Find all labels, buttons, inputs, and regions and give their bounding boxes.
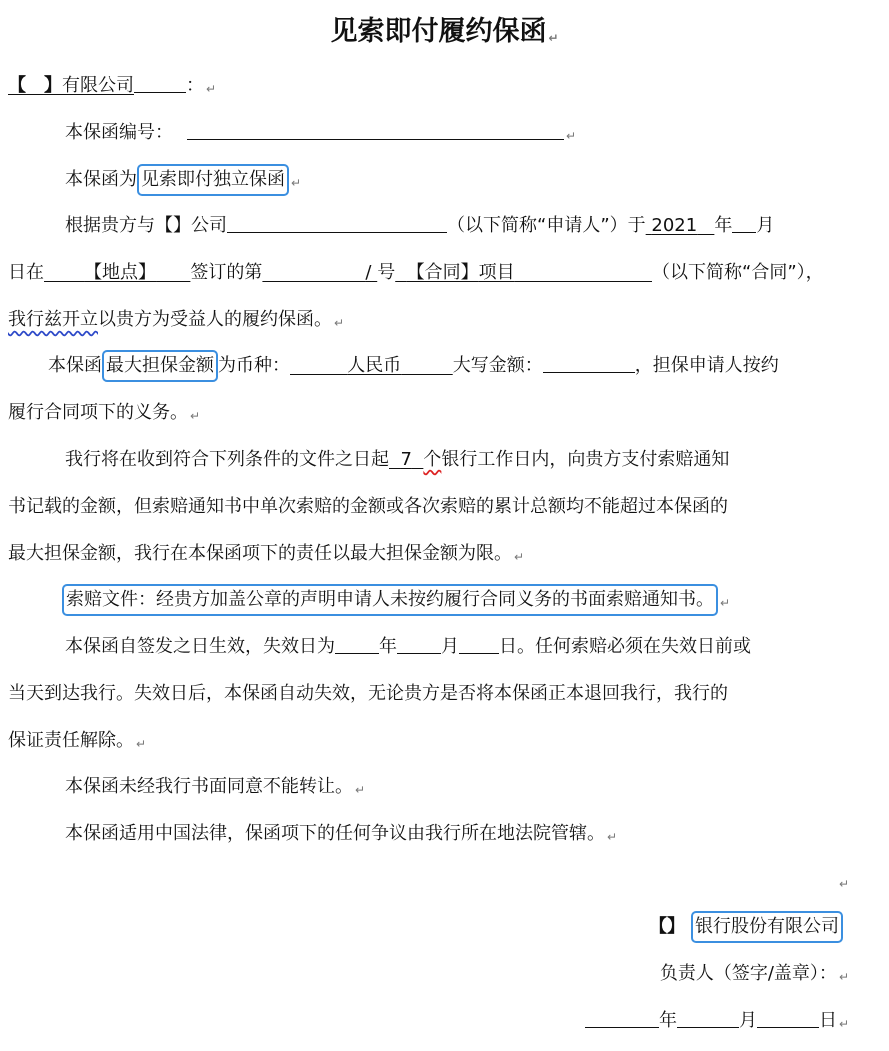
day-unit: 日在: [8, 262, 44, 283]
basis-line-1: [65, 213, 774, 239]
year-field[interactable]: [646, 215, 715, 236]
basis-beneficiary-text: 以贵方为受益人的履约保函。: [98, 309, 332, 330]
month-field[interactable]: [732, 214, 756, 233]
basis-line-2: [8, 260, 824, 286]
paragraph-mark: ↵: [190, 409, 201, 423]
expiry-year-field[interactable]: [335, 635, 379, 654]
signed-text: 签订的第: [190, 262, 263, 283]
expiry-year-unit: 年: [379, 636, 397, 657]
month-unit: 月: [756, 215, 775, 236]
guarantee-number-field[interactable]: [187, 121, 564, 140]
no-transfer-text: 本保函未经我行书面同意不能转让。: [65, 776, 353, 797]
empty-paragraph: [837, 868, 849, 894]
sign-year-field[interactable]: [585, 1009, 659, 1028]
guarantee-type-line: [65, 167, 301, 193]
paragraph-mark: ↵: [136, 737, 147, 751]
project-text: 项目: [478, 262, 515, 283]
addressee-line: [8, 73, 216, 99]
payment-text-2: 书记载的金额，但索赔通知书中单次索赔的金额或各次索赔的累计总额均不能超过本保函的: [8, 496, 728, 517]
document-title: [0, 14, 889, 56]
contract-name-field[interactable]: [395, 262, 652, 283]
addressee-colon: ：: [186, 75, 204, 96]
bank-name-highlight[interactable]: 银行股份有限公司: [691, 911, 843, 943]
payment-text-3: 最大担保金额，我行在本保函项下的责任以最大担保金额为限。: [8, 543, 512, 564]
payment-text: 我行将在收到符合下列条件的文件之日起: [65, 449, 389, 470]
signature-date-line: [585, 1008, 849, 1034]
currency-field[interactable]: [290, 355, 453, 376]
capital-amount-label: 大写金额：: [452, 355, 543, 376]
validity-line-2: [8, 681, 728, 707]
validity-line-1: [65, 634, 751, 660]
capital-amount-field[interactable]: [543, 354, 635, 373]
sign-year-unit: 年: [658, 1010, 677, 1031]
validity-text: 本保函自签发之日生效，失效日为: [65, 636, 335, 657]
contract-placeholder: 【合同】: [406, 262, 479, 283]
place-field[interactable]: [44, 262, 190, 283]
sign-month-unit: 月: [738, 1010, 757, 1031]
paragraph-mark: ↵: [548, 31, 559, 45]
signer-line: [660, 961, 849, 987]
max-amount-prefix: 本保函: [48, 355, 102, 376]
contract-alias-note: （以下简称“合同”），: [652, 262, 824, 283]
basis-text: 根据贵方与【】公司: [65, 215, 227, 236]
validity-text-2: 当天到达我行。失效日后，本保函自动失效，无论贵方是否将本保函正本退回我行，我行的: [8, 683, 728, 704]
sign-day-unit: 日: [818, 1010, 837, 1031]
validity-text-3: 保证责任解除。: [8, 730, 134, 751]
guarantee-type-prefix: 本保函为: [65, 169, 137, 190]
expiry-day-field[interactable]: [459, 635, 499, 654]
paragraph-mark: ↵: [838, 877, 849, 891]
days-field[interactable]: [389, 449, 423, 470]
bank-signature-line: [649, 914, 843, 940]
payment-line-1: [65, 447, 729, 473]
validity-line-3: [8, 728, 146, 754]
hao-text: 号: [377, 262, 396, 283]
paragraph-mark: ↵: [838, 1017, 849, 1031]
claim-docs-highlight[interactable]: 索赔文件：经贵方加盖公章的声明申请人未按约履行合同义务的书面索赔通知书。: [62, 584, 718, 616]
addressee-company: 有限公司: [62, 75, 134, 96]
payment-line-2: [8, 494, 728, 520]
payment-line-3: [8, 541, 524, 567]
grammar-flagged-text: 我行兹开立: [8, 309, 98, 330]
governing-law-line: [65, 821, 617, 847]
addressee-bracket: 【 】: [8, 75, 62, 96]
expiry-day-unit: 日: [499, 636, 517, 657]
guarantee-number-line: [65, 120, 576, 146]
addressee-blank[interactable]: [134, 74, 186, 93]
paragraph-mark: ↵: [566, 129, 577, 143]
sign-day-field[interactable]: [757, 1009, 819, 1028]
payment-text-end: 银行工作日内，向贵方支付索赔通知: [441, 449, 730, 470]
contract-number-slash: /: [365, 262, 372, 283]
validity-text-end: 。任何索赔必须在失效日前或: [517, 636, 751, 657]
applicant-name-field[interactable]: [227, 214, 447, 233]
sign-month-field[interactable]: [677, 1009, 739, 1028]
max-amount-line-2: [8, 400, 200, 426]
contract-number-field[interactable]: [262, 262, 377, 283]
currency-label: 为币种：: [218, 355, 290, 376]
bank-bracket: 【】: [649, 916, 685, 937]
title-text: 见索即付履约保函: [330, 16, 547, 47]
max-amount-text-2: 履行合同项下的义务。: [8, 402, 188, 423]
year-unit: 年: [714, 215, 733, 236]
claim-docs-line: [62, 587, 730, 613]
expiry-month-field[interactable]: [397, 635, 441, 654]
paragraph-mark: ↵: [206, 82, 217, 96]
paragraph-mark: ↵: [334, 316, 345, 330]
paragraph-mark: ↵: [838, 970, 849, 984]
year-value: 2021: [651, 215, 698, 236]
paragraph-mark: ↵: [514, 550, 525, 564]
paragraph-mark: ↵: [607, 830, 618, 844]
guarantee-number-label: 本保函编号：: [65, 122, 173, 143]
max-amount-text: ，担保申请人按约: [634, 355, 779, 376]
paragraph-mark: ↵: [291, 176, 302, 190]
spell-flagged-text: 个: [423, 449, 442, 470]
place-placeholder: 【地点】: [84, 262, 157, 283]
days-value: 7: [400, 449, 412, 470]
paragraph-mark: ↵: [355, 783, 366, 797]
basis-applicant-note: （以下简称“申请人”）于: [447, 215, 646, 236]
governing-law-text: 本保函适用中国法律，保函项下的任何争议由我行所在地法院管辖。: [65, 823, 605, 844]
signer-label: 负责人（签字/盖章）：: [659, 963, 837, 984]
no-transfer-line: [65, 774, 365, 800]
max-amount-line-1: [48, 353, 779, 379]
expiry-month-unit: 月: [441, 636, 459, 657]
max-amount-highlight[interactable]: 最大担保金额: [102, 350, 218, 382]
guarantee-type-highlight[interactable]: 见索即付独立保函: [137, 164, 289, 196]
currency-value: 人民币: [347, 355, 402, 376]
paragraph-mark: ↵: [720, 596, 731, 610]
basis-line-3: [8, 307, 344, 333]
